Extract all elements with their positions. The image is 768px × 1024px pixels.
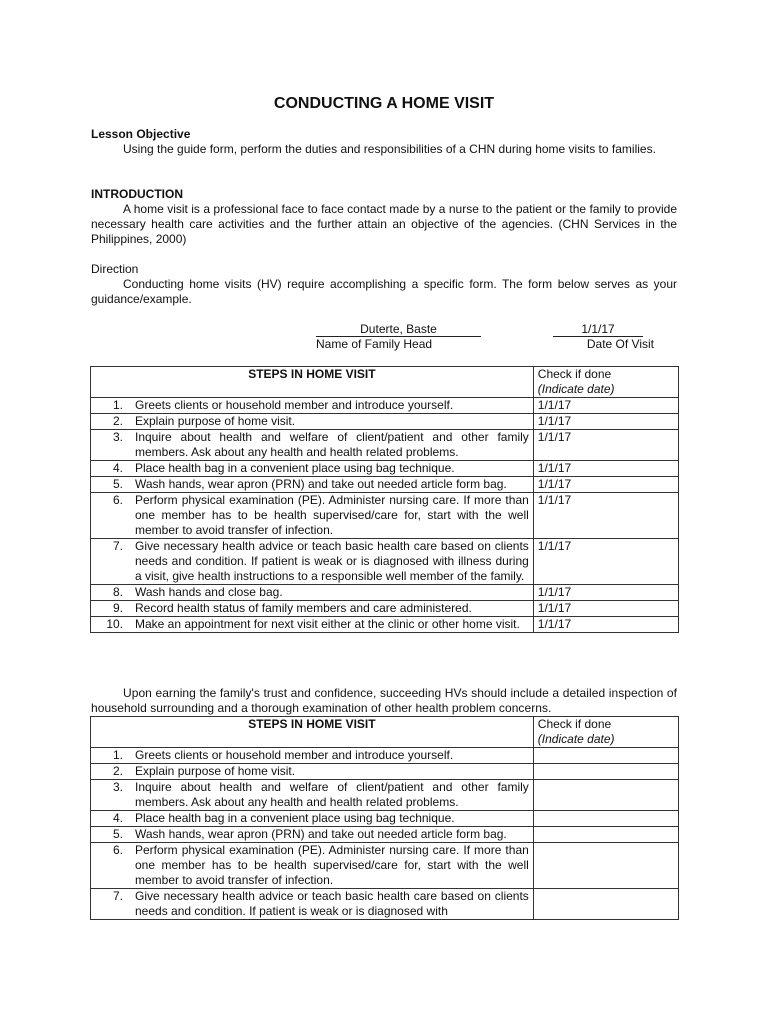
step-text: Inquire about health and welfare of client/patient and other family members. Ask about any health and health related problems. xyxy=(135,430,529,459)
introduction-heading: INTRODUCTION xyxy=(91,187,183,201)
check-date-cell: 1/1/17 xyxy=(533,617,678,633)
step-cell xyxy=(91,827,534,843)
step-item xyxy=(95,827,529,842)
check-header-line2: (Indicate date) xyxy=(537,382,615,396)
check-date-cell: 1/1/17 xyxy=(533,601,678,617)
check-date-cell[interactable] xyxy=(533,780,678,811)
check-header-line1: Check if done xyxy=(537,717,612,731)
introduction-text: A home visit is a professional face to face contact made by a nurse to the patient or the family to provide necessary health care activities and the further attain an objective of the agencies. (CHN Services in the Philippines, 2000) xyxy=(91,202,677,246)
check-header-line2: (Indicate date) xyxy=(537,732,615,746)
table-row xyxy=(91,764,679,780)
steps-column-header: STEPS IN HOME VISIT xyxy=(91,717,534,748)
check-date-cell: 1/1/17 xyxy=(533,493,678,539)
step-number: 9. xyxy=(112,601,123,615)
home-visit-steps-table-blank xyxy=(90,716,679,920)
step-text: Make an appointment for next visit either at the clinic or other home visit. xyxy=(135,617,520,631)
table-row xyxy=(91,811,679,827)
check-header-line1: Check if done xyxy=(537,367,612,381)
step-text: Perform physical examination (PE). Administer nursing care. If more than one member has to be health supervised/care for, start with the well member to avoid transfer of infection. xyxy=(135,493,529,537)
check-column-header xyxy=(533,717,678,748)
check-date-cell[interactable] xyxy=(533,811,678,827)
table-row xyxy=(91,748,679,764)
step-number: 2. xyxy=(112,414,123,428)
lesson-objective-text: Using the guide form, perform the duties and responsibilities of a CHN during home visits to families. xyxy=(123,142,656,156)
check-date-cell: 1/1/17 xyxy=(533,398,678,414)
step-number: 4. xyxy=(112,811,123,825)
step-cell xyxy=(91,764,534,780)
check-date-cell[interactable] xyxy=(533,748,678,764)
step-text: Perform physical examination (PE). Administer nursing care. If more than one member has to be health supervised/care for, start with the well member to avoid transfer of infection. xyxy=(135,843,529,887)
page-title: CONDUCTING A HOME VISIT xyxy=(273,95,495,112)
check-date-cell: 1/1/17 xyxy=(533,430,678,461)
step-number: 4. xyxy=(112,461,123,475)
check-date-cell: 1/1/17 xyxy=(533,477,678,493)
step-item xyxy=(95,764,529,779)
table-header-row xyxy=(91,717,679,748)
step-text: Greets clients or household member and introduce yourself. xyxy=(135,748,454,762)
step-number: 10. xyxy=(106,617,123,631)
family-head-caption: Name of Family Head xyxy=(316,337,433,351)
check-date-cell[interactable] xyxy=(533,827,678,843)
check-date-cell[interactable] xyxy=(533,764,678,780)
step-cell xyxy=(91,843,534,889)
step-number: 1. xyxy=(112,398,123,412)
check-date-cell: 1/1/17 xyxy=(533,414,678,430)
step-number: 1. xyxy=(112,748,123,762)
check-date-cell: 1/1/17 xyxy=(533,461,678,477)
step-item xyxy=(95,780,529,810)
step-text: Inquire about health and welfare of client/patient and other family members. Ask about any health and health related problems. xyxy=(135,780,529,809)
check-date-cell[interactable] xyxy=(533,843,678,889)
step-number: 3. xyxy=(112,430,123,444)
step-number: 7. xyxy=(112,539,123,553)
step-cell xyxy=(91,780,534,811)
direction-text: Conducting home visits (HV) require accomplishing a specific form. The form below serves as your guidance/example. xyxy=(91,277,677,306)
check-date-cell: 1/1/17 xyxy=(533,539,678,585)
step-text: Wash hands and close bag. xyxy=(135,585,283,599)
steps-column-header: STEPS IN HOME VISIT xyxy=(91,367,534,398)
step-item xyxy=(95,811,529,826)
visit-date-value: 1/1/17 xyxy=(553,322,643,337)
table-row xyxy=(91,843,679,889)
step-text: Wash hands, wear apron (PRN) and take out needed article form bag. xyxy=(135,477,507,491)
step-text: Record health status of family members and care administered. xyxy=(135,601,472,615)
step-number: 6. xyxy=(112,843,123,857)
step-number: 5. xyxy=(112,827,123,841)
step-text: Explain purpose of home visit. xyxy=(135,414,296,428)
step-text: Place health bag in a convenient place using bag technique. xyxy=(135,461,455,475)
step-number: 2. xyxy=(112,764,123,778)
step-text: Give necessary health advice or teach basic health care based on clients needs and condition. If patient is weak or is diagnosed with xyxy=(135,889,529,918)
step-number: 3. xyxy=(112,780,123,794)
step-item xyxy=(95,748,529,763)
step-number: 7. xyxy=(112,889,123,903)
step-number: 5. xyxy=(112,477,123,491)
visit-date-caption: Date Of Visit xyxy=(586,337,654,351)
table-row xyxy=(91,827,679,843)
table-row xyxy=(91,780,679,811)
step-item xyxy=(95,843,529,888)
step-text: Place health bag in a convenient place using bag technique. xyxy=(135,811,455,825)
step-cell xyxy=(91,889,534,920)
check-date-cell[interactable] xyxy=(533,889,678,920)
step-cell xyxy=(91,748,534,764)
direction-heading: Direction xyxy=(91,262,139,276)
table-row xyxy=(91,889,679,920)
step-cell xyxy=(91,811,534,827)
lesson-objective-heading: Lesson Objective xyxy=(91,127,191,141)
step-number: 8. xyxy=(112,585,123,599)
check-date-cell: 1/1/17 xyxy=(533,585,678,601)
family-head-value: Duterte, Baste xyxy=(316,322,481,337)
followup-text: Upon earning the family's trust and confidence, succeeding HVs should include a detailed inspection of household surrounding and a thorough examination of other health problem concerns. xyxy=(91,686,677,715)
step-text: Wash hands, wear apron (PRN) and take out needed article form bag. xyxy=(135,827,507,841)
step-number: 6. xyxy=(112,493,123,507)
step-text: Explain purpose of home visit. xyxy=(135,764,296,778)
step-text: Give necessary health advice or teach basic health care based on clients needs and condition. If patient is weak or is diagnosed with illness during a visit, give health instructions to a responsible well member of the family. xyxy=(135,539,529,583)
step-text: Greets clients or household member and introduce yourself. xyxy=(135,398,454,412)
step-item xyxy=(95,889,529,919)
